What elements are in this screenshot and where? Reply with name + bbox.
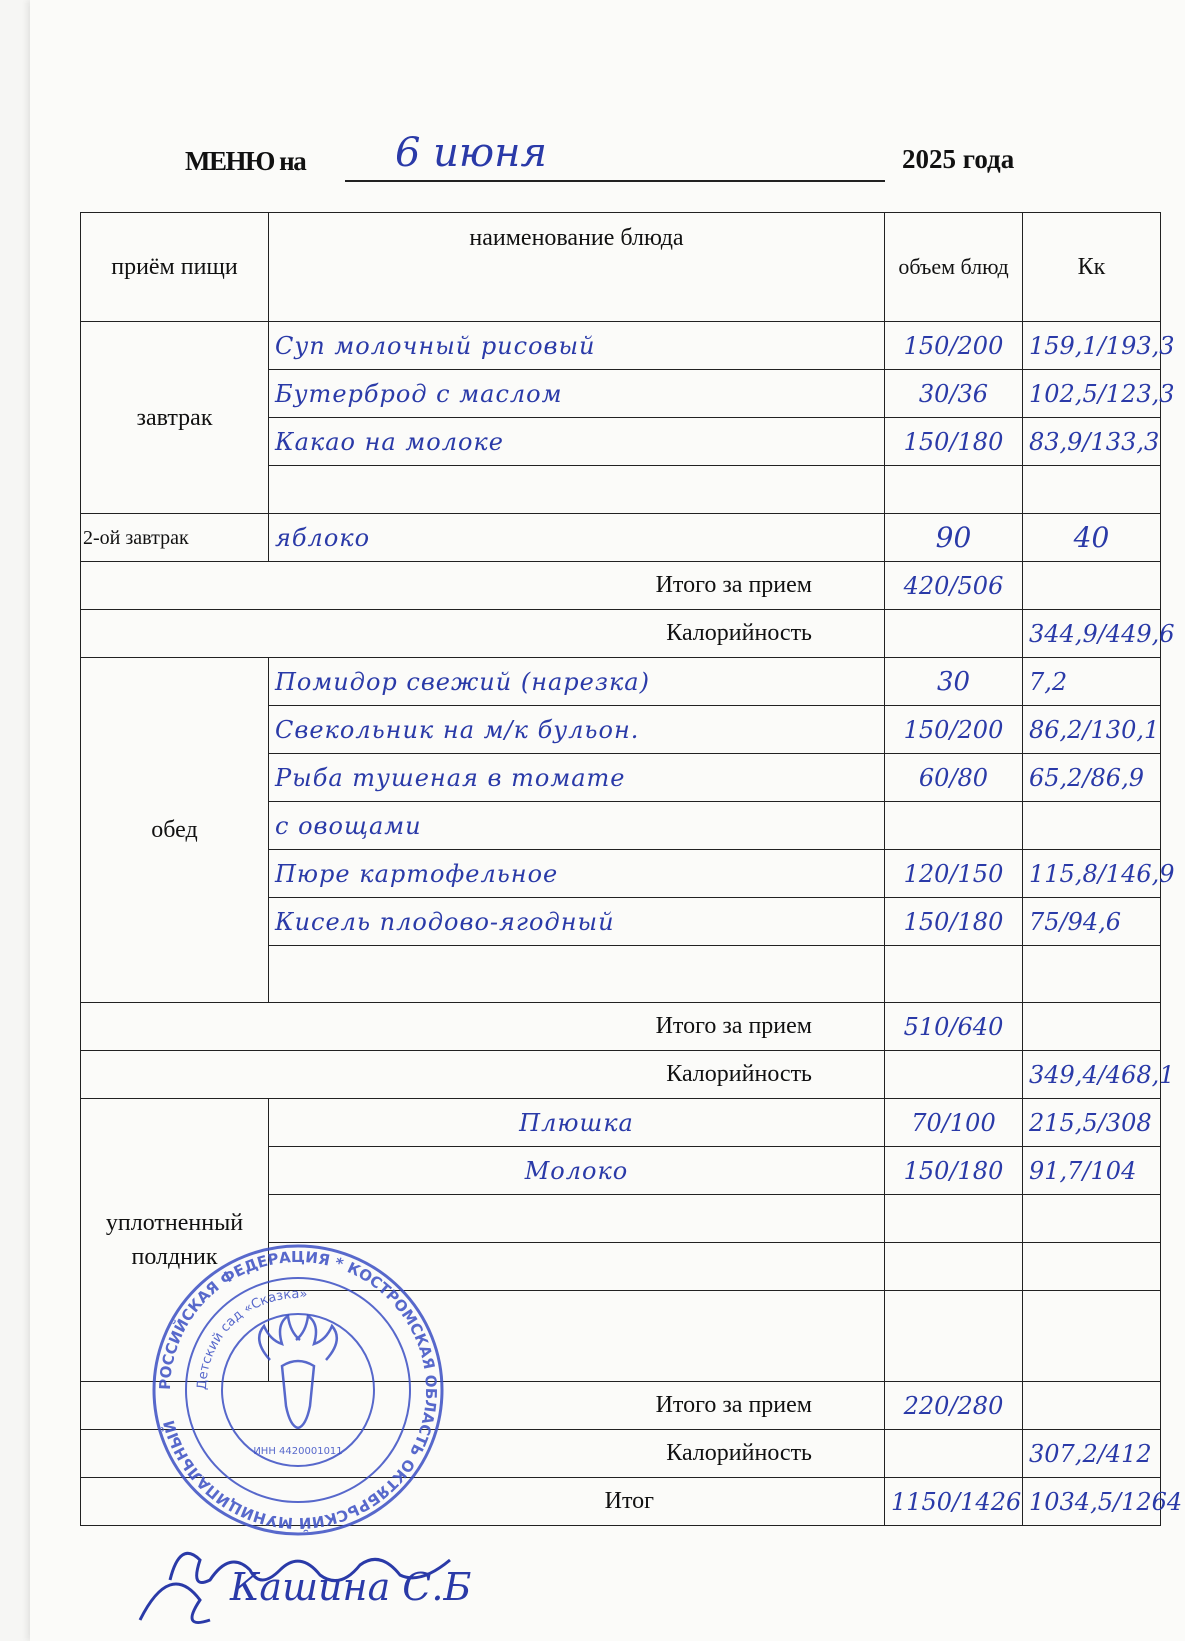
date-underline	[345, 180, 885, 182]
total-label: Итого за прием	[81, 562, 885, 610]
dish-cell: Кисель плодово-ягодный	[269, 898, 885, 946]
volume-cell: 150/200	[885, 706, 1023, 754]
volume-cell: 70/100	[885, 1099, 1023, 1147]
kcal-cell	[1023, 802, 1161, 850]
dish-cell: Бутерброд с маслом	[269, 370, 885, 418]
volume-cell: 60/80	[885, 754, 1023, 802]
stamp-inner-text: Детский сад «Сказка»	[194, 1286, 308, 1391]
dish-cell: Суп молочный рисовый	[269, 322, 885, 370]
dish-cell: Рыба тушеная в томате	[269, 754, 885, 802]
table-row	[81, 1099, 1161, 1147]
total-row	[81, 562, 1161, 610]
grand-total-volume: 1150/1426	[885, 1478, 1023, 1526]
volume-cell	[885, 802, 1023, 850]
empty-cell	[269, 466, 885, 514]
empty-cell	[1023, 1003, 1161, 1051]
calorie-row	[81, 610, 1161, 658]
empty-cell	[269, 946, 885, 1003]
volume-cell: 150/200	[885, 322, 1023, 370]
empty-cell	[885, 1195, 1023, 1243]
empty-cell	[1023, 466, 1161, 514]
kcal-cell: 86,2/130,1	[1023, 706, 1161, 754]
kcal-cell: 215,5/308	[1023, 1099, 1161, 1147]
calorie-label: Калорийность	[81, 1430, 885, 1478]
volume-cell: 30	[885, 658, 1023, 706]
table-row	[81, 658, 1161, 706]
total-volume: 510/640	[885, 1003, 1023, 1051]
total-label: Итого за прием	[81, 1003, 885, 1051]
meal-second-breakfast: 2-ой завтрак	[81, 514, 269, 562]
empty-cell	[1023, 946, 1161, 1003]
kcal-cell: 115,8/146,9	[1023, 850, 1161, 898]
meal-snack: уплотненный полдник	[81, 1099, 269, 1382]
menu-date: 6 июня	[395, 130, 547, 176]
empty-cell	[885, 1243, 1023, 1291]
kcal-cell: 65,2/86,9	[1023, 754, 1161, 802]
grand-total-label: Итог	[81, 1478, 885, 1526]
empty-cell	[885, 1430, 1023, 1478]
stamp-id: ИНН 4420001011	[253, 1446, 343, 1457]
dish-cell: Плюшка	[269, 1099, 885, 1147]
table-row	[81, 514, 1161, 562]
volume-cell: 30/36	[885, 370, 1023, 418]
volume-cell: 150/180	[885, 418, 1023, 466]
dish-cell: с овощами	[269, 802, 885, 850]
col-meal-header: приём пищи	[81, 213, 269, 322]
dish-cell: Какао на молоке	[269, 418, 885, 466]
meal-breakfast: завтрак	[81, 322, 269, 514]
empty-cell	[269, 1195, 885, 1243]
calorie-value: 349,4/468,1	[1023, 1051, 1161, 1099]
empty-cell	[1023, 1382, 1161, 1430]
empty-cell	[885, 466, 1023, 514]
kcal-cell: 75/94,6	[1023, 898, 1161, 946]
kcal-cell: 91,7/104	[1023, 1147, 1161, 1195]
calorie-value: 344,9/449,6	[1023, 610, 1161, 658]
stamp-outer-text: РОССИЙСКАЯ ФЕДЕРАЦИЯ * КОСТРОМСКАЯ ОБЛАСТЬ ОКТЯБРЬСКИЙ МУНИЦИПАЛЬНЫЙ	[155, 1247, 441, 1533]
total-row	[81, 1003, 1161, 1051]
col-kcal-header: Кк	[1023, 213, 1161, 322]
volume-cell: 150/180	[885, 898, 1023, 946]
kcal-cell: 7,2	[1023, 658, 1161, 706]
volume-cell: 120/150	[885, 850, 1023, 898]
empty-cell	[1023, 1243, 1161, 1291]
kcal-cell: 102,5/123,3	[1023, 370, 1161, 418]
calorie-label: Калорийность	[81, 610, 885, 658]
signature-name: Кашина С.Б	[230, 1565, 472, 1609]
col-dish-header: наименование блюда	[269, 213, 885, 322]
menu-label: МЕНЮ на	[185, 146, 306, 176]
empty-cell	[885, 946, 1023, 1003]
empty-cell	[885, 1291, 1023, 1382]
empty-cell	[1023, 1291, 1161, 1382]
dish-cell: Помидор свежий (нарезка)	[269, 658, 885, 706]
svg-text:Детский сад «Сказка»	[195, 1287, 308, 1390]
calorie-row	[81, 1051, 1161, 1099]
kcal-cell: 159,1/193,3	[1023, 322, 1161, 370]
empty-cell	[885, 1051, 1023, 1099]
empty-cell	[885, 610, 1023, 658]
official-stamp	[150, 1242, 446, 1538]
calorie-label: Калорийность	[81, 1051, 885, 1099]
empty-cell	[1023, 1195, 1161, 1243]
total-volume: 420/506	[885, 562, 1023, 610]
col-volume-header: объем блюд	[885, 213, 1023, 322]
empty-cell	[1023, 562, 1161, 610]
dish-cell: Пюре картофельное	[269, 850, 885, 898]
moose-emblem-icon	[259, 1316, 337, 1428]
menu-year: 2025 года	[902, 144, 1015, 174]
meal-lunch: обед	[81, 658, 269, 1003]
grand-total-kcal: 1034,5/1264	[1023, 1478, 1161, 1526]
kcal-cell: 83,9/133,3	[1023, 418, 1161, 466]
dish-cell: яблоко	[269, 514, 885, 562]
table-row	[81, 322, 1161, 370]
calorie-value: 307,2/412	[1023, 1430, 1161, 1478]
total-label: Итого за прием	[81, 1382, 885, 1430]
kcal-cell: 40	[1023, 514, 1161, 562]
volume-cell: 90	[885, 514, 1023, 562]
menu-title	[185, 130, 1085, 196]
table-header-row	[81, 213, 1161, 322]
volume-cell: 150/180	[885, 1147, 1023, 1195]
total-volume: 220/280	[885, 1382, 1023, 1430]
dish-cell: Молоко	[269, 1147, 885, 1195]
dish-cell: Свекольник на м/к бульон.	[269, 706, 885, 754]
